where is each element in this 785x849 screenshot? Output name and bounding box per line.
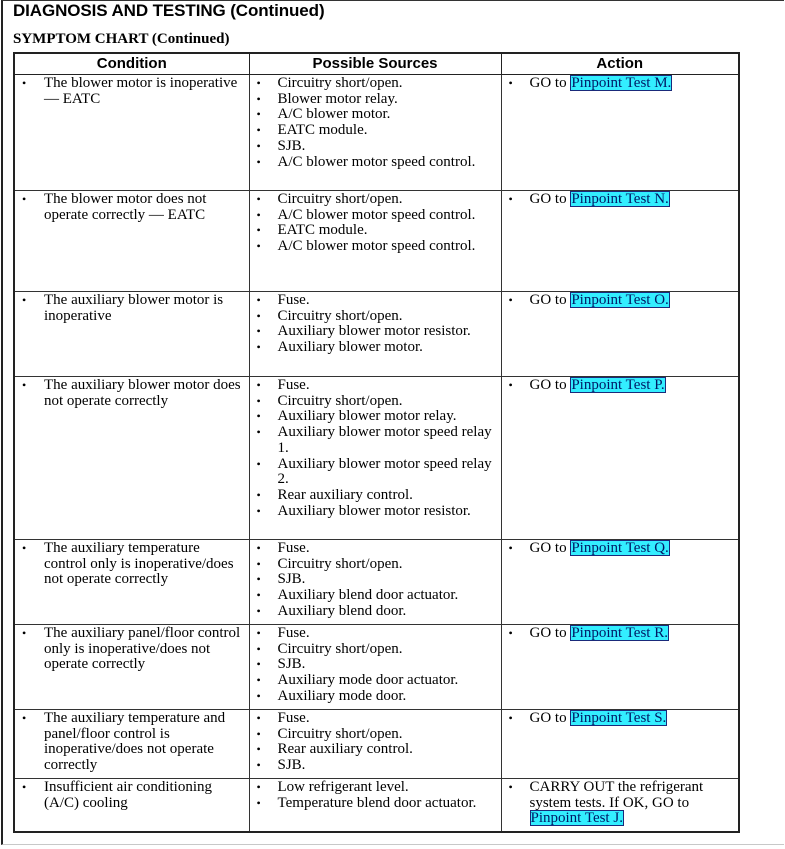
source-item: • SJB. (254, 572, 497, 588)
action-cell (501, 779, 739, 832)
action-item (506, 711, 735, 727)
action-item (506, 76, 735, 92)
action-text: CARRY OUT the refrigerant system tests. If OK, GO to (529, 779, 704, 811)
source-item: • Rear auxiliary control. (254, 488, 497, 504)
table-row (14, 625, 739, 710)
condition-cell (14, 75, 249, 191)
pinpoint-test-link[interactable]: Pinpoint Test S. (571, 710, 667, 726)
condition-cell (14, 779, 249, 832)
condition-text: • The auxiliary blower motor is inoperative (19, 293, 245, 324)
table-row (14, 779, 739, 832)
source-item: • Auxiliary mode door actuator. (254, 673, 497, 689)
source-item: • A/C blower motor. (254, 107, 497, 123)
condition-text: • The auxiliary temperature and panel/floor control is inoperative/does not operate correctly (19, 711, 245, 774)
action-text: GO to (529, 540, 571, 556)
action-text: GO to (529, 377, 571, 393)
symptom-chart-table (13, 52, 740, 833)
possible-sources-cell (249, 625, 501, 710)
source-item: • Auxiliary blower motor speed relay 2. (254, 457, 497, 488)
action-text: GO to (529, 75, 571, 91)
pinpoint-test-link[interactable]: Pinpoint Test M. (571, 75, 672, 91)
source-item: • EATC module. (254, 223, 497, 239)
pinpoint-test-link[interactable]: Pinpoint Test N. (571, 191, 669, 207)
action-cell (501, 710, 739, 779)
action-item (506, 541, 735, 557)
possible-sources-cell (249, 377, 501, 540)
table-row (14, 292, 739, 377)
action-cell (501, 191, 739, 292)
condition-text: • Insufficient air conditioning (A/C) cooling (19, 780, 245, 811)
source-item: • Circuitry short/open. (254, 309, 497, 325)
action-text: GO to (529, 191, 571, 207)
source-item: • Circuitry short/open. (254, 557, 497, 573)
pinpoint-test-link[interactable]: Pinpoint Test J. (530, 810, 623, 827)
condition-text: • The auxiliary blower motor does not operate correctly (19, 378, 245, 409)
pinpoint-test-link[interactable]: Pinpoint Test O. (571, 292, 669, 308)
source-item: • Auxiliary mode door. (254, 689, 497, 705)
condition-cell (14, 710, 249, 779)
table-header-row (14, 53, 739, 75)
source-item: • Fuse. (254, 541, 497, 557)
source-item: • Temperature blend door actuator. (254, 796, 497, 812)
source-item: • Fuse. (254, 626, 497, 642)
possible-sources-cell (249, 75, 501, 191)
action-item (506, 293, 735, 309)
table-row (14, 377, 739, 540)
action-cell (501, 75, 739, 191)
condition-text: • The auxiliary temperature control only is inoperative/does not operate correctly (19, 541, 245, 588)
action-item (506, 192, 735, 208)
source-item: • SJB. (254, 657, 497, 673)
condition-text: • The auxiliary panel/floor control only is inoperative/does not operate correctly (19, 626, 245, 673)
table-row (14, 75, 739, 191)
source-item: • A/C blower motor speed control. (254, 208, 497, 224)
source-item: • Circuitry short/open. (254, 727, 497, 743)
condition-cell (14, 292, 249, 377)
action-item (506, 780, 735, 827)
source-item: • Circuitry short/open. (254, 642, 497, 658)
condition-cell (14, 191, 249, 292)
source-item: • A/C blower motor speed control. (254, 239, 497, 255)
action-text: GO to (529, 710, 571, 726)
pinpoint-test-link[interactable]: Pinpoint Test P. (571, 377, 665, 393)
table-row (14, 710, 739, 779)
source-item: • Circuitry short/open. (254, 394, 497, 410)
source-item: • Circuitry short/open. (254, 76, 497, 92)
possible-sources-cell (249, 292, 501, 377)
possible-sources-cell (249, 540, 501, 625)
source-item: • Low refrigerant level. (254, 780, 497, 796)
source-item: • Blower motor relay. (254, 92, 497, 108)
possible-sources-cell (249, 191, 501, 292)
condition-cell (14, 377, 249, 540)
action-text: GO to (529, 625, 571, 641)
action-cell (501, 540, 739, 625)
source-item: • Rear auxiliary control. (254, 742, 497, 758)
source-item: • Auxiliary blower motor speed relay 1. (254, 425, 497, 456)
action-cell (501, 377, 739, 540)
column-header-action: Action (501, 53, 739, 75)
source-item: • Circuitry short/open. (254, 192, 497, 208)
column-header-condition: Condition (14, 53, 249, 75)
source-item: • EATC module. (254, 123, 497, 139)
page-title: DIAGNOSIS AND TESTING (Continued) (13, 1, 325, 20)
source-item: • SJB. (254, 139, 497, 155)
condition-cell (14, 540, 249, 625)
pinpoint-test-link[interactable]: Pinpoint Test Q. (571, 540, 669, 556)
table-row (14, 191, 739, 292)
section-title: SYMPTOM CHART (Continued) (13, 31, 230, 47)
possible-sources-cell (249, 710, 501, 779)
source-item: • Auxiliary blower motor resistor. (254, 324, 497, 340)
action-cell (501, 625, 739, 710)
condition-text: • The blower motor does not operate correctly — EATC (19, 192, 245, 223)
table-row (14, 540, 739, 625)
action-cell (501, 292, 739, 377)
source-item: • Fuse. (254, 293, 497, 309)
pinpoint-test-link[interactable]: Pinpoint Test R. (571, 625, 668, 641)
condition-cell (14, 625, 249, 710)
source-item: • Auxiliary blend door. (254, 604, 497, 620)
source-item: • Auxiliary blower motor relay. (254, 409, 497, 425)
source-item: • SJB. (254, 758, 497, 774)
source-item: • Fuse. (254, 711, 497, 727)
source-item: • Auxiliary blend door actuator. (254, 588, 497, 604)
source-item: • A/C blower motor speed control. (254, 155, 497, 171)
source-item: • Auxiliary blower motor. (254, 340, 497, 356)
possible-sources-cell (249, 779, 501, 832)
source-item: • Fuse. (254, 378, 497, 394)
source-item: • Auxiliary blower motor resistor. (254, 504, 497, 520)
condition-text: • The blower motor is inoperative — EATC (19, 76, 245, 107)
action-item (506, 626, 735, 642)
action-text: GO to (529, 292, 571, 308)
action-item (506, 378, 735, 394)
column-header-possible-sources: Possible Sources (249, 53, 501, 75)
